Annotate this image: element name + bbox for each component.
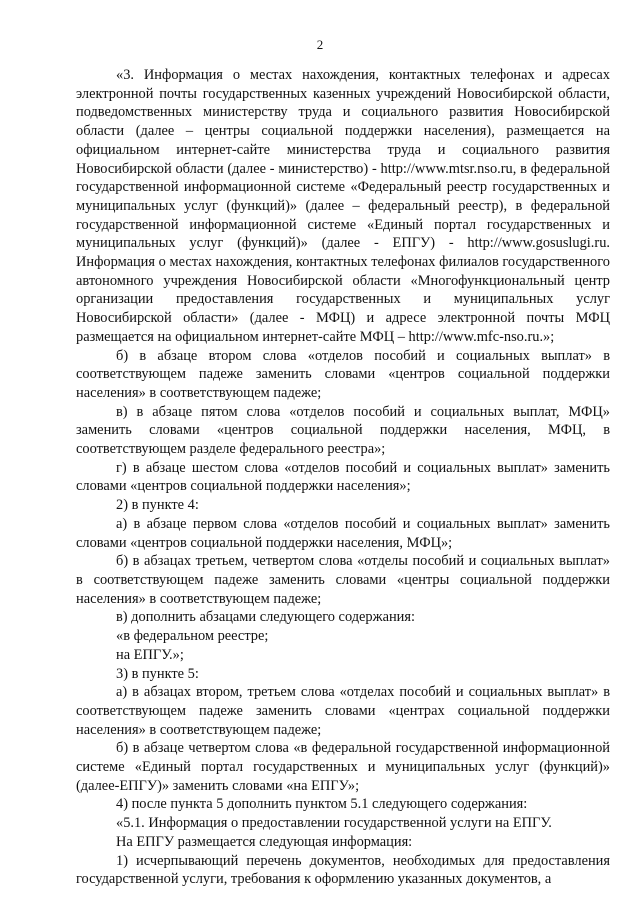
paragraph-item-2: 2) в пункте 4:: [116, 497, 199, 514]
paragraph-subitem-g: г) в абзаце шестом слова «отделов пособий и социальных выплат» заменить словами «центров социальной поддержки населения»;: [76, 459, 610, 495]
paragraph-quote-line: на ЕПГУ.»;: [116, 646, 184, 663]
paragraph-subitem-b: б) в абзаце втором слова «отделов пособий и социальных выплат» в соответствующем падеже заменить словами «центров социальной поддержки населения» в соответствующем падеже;: [76, 347, 610, 401]
paragraph-subitem-a: а) в абзаце первом слова «отделов пособий и социальных выплат» заменить словами «центров социальной поддержки населения, МФЦ»;: [76, 515, 610, 551]
paragraph-item-5-1: «5.1. Информация о предоставлении государственной услуги на ЕПГУ.: [116, 815, 552, 832]
paragraph-item-3-info: «3. Информация о местах нахождения, контактных телефонах и адресах электронной почты государственных казенных учреждений Новосибирской области, подведомственных министерству труда и социального развития Новосибирской области (далее – центры социальной поддержки населения), размещается на официальном интернет-сайте министерства труда и социального развития Новосибирской области (далее - министерство) - http://www.mtsr.nso.ru, в федеральной государственной информационной системе «Федеральный реестр государственных и муниципальных услуг (функций)» (далее – федеральный реестр), в федеральной государственной информационной системе «Единый портал государственных и муниципальных услуг (функций)» (далее - ЕПГУ) - http://www.gosuslugi.ru. Информация о местах нахождения, контактных телефонах филиалов государственного автономного учреждения Новосибирской области «Многофункциональный центр организации предоставления государственных и муниципальных услуг Новосибирской области» (далее - МФЦ) и адресе электронной почты МФЦ размещается на официальном интернет-сайте МФЦ – http://www.mfc-nso.ru.»;: [76, 67, 610, 345]
paragraph-item-3: 3) в пункте 5:: [116, 665, 199, 682]
paragraph-subitem-a: а) в абзацах втором, третьем слова «отделах пособий и социальных выплат» в соответствующем падеже заменить словами «центрах социальной поддержки населения» в соответствующем падеже;: [76, 684, 610, 738]
paragraph-subitem-v: в) дополнить абзацами следующего содержания:: [116, 609, 415, 626]
document-body: [76, 66, 610, 889]
paragraph-quote-line: «в федеральном реестре;: [116, 628, 269, 645]
paragraph-text: На ЕПГУ размещается следующая информация:: [116, 833, 413, 850]
paragraph-subitem-v: в) в абзаце пятом слова «отделов пособий и социальных выплат, МФЦ» заменить словами «центров социальной поддержки населения, МФЦ, в соответствующем разделе федерального реестра»;: [76, 403, 610, 458]
paragraph-subitem-b: б) в абзацах третьем, четвертом слова «отделы пособий и социальных выплат» в соответствующем падеже заменить словами «центры социальной поддержки населения» в соответствующем падеже;: [76, 553, 610, 607]
paragraph-list-item: 1) исчерпывающий перечень документов, необходимых для предоставления государственной услуги, требования к оформлению указанных документов, а: [76, 852, 610, 888]
paragraph-item-4: 4) после пункта 5 дополнить пунктом 5.1 следующего содержания:: [116, 796, 528, 813]
paragraph-subitem-b: б) в абзаце четвертом слова «в федеральной государственной информационной системе «Единый портал государственных и муниципальных услуг (функций)» (далее-ЕПГУ)» заменить словами «на ЕПГУ»;: [76, 740, 610, 794]
page-number: 2: [316, 37, 324, 52]
